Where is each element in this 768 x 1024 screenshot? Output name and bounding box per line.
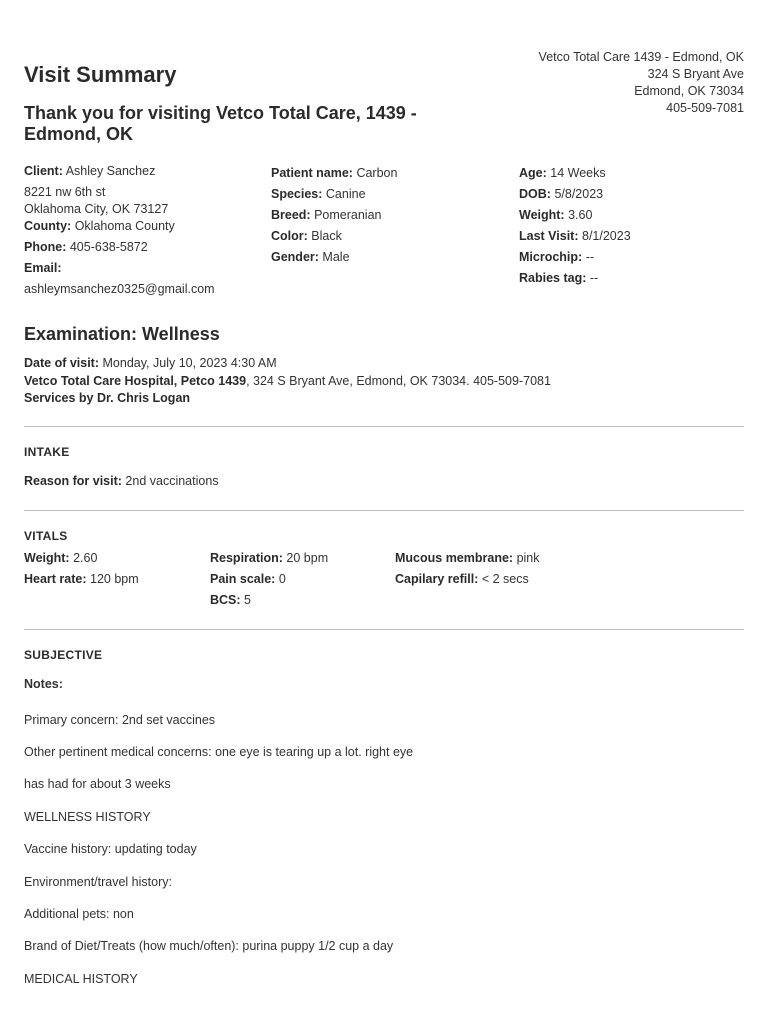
vital-respiration bbox=[210, 551, 328, 565]
microchip-label: Microchip: bbox=[519, 250, 583, 264]
notes-label: Notes: bbox=[24, 677, 63, 691]
color-label: Color: bbox=[271, 229, 308, 243]
reason-value: 2nd vaccinations bbox=[125, 474, 219, 488]
email-label: Email: bbox=[24, 261, 62, 275]
heart-rate-value: 120 bpm bbox=[90, 572, 139, 586]
pain-scale-label: Pain scale: bbox=[210, 572, 276, 586]
bcs-value: 5 bbox=[244, 593, 251, 607]
heart-rate-label: Heart rate: bbox=[24, 572, 87, 586]
bcs-label: BCS: bbox=[210, 593, 241, 607]
vital-weight-value: 2.60 bbox=[73, 551, 98, 565]
divider bbox=[24, 426, 744, 427]
note-line: Primary concern: 2nd set vaccines bbox=[24, 713, 216, 727]
vital-heart-rate bbox=[24, 572, 139, 586]
mucous-membrane-label: Mucous membrane: bbox=[395, 551, 514, 565]
client-email: ashleymsanchez0325@gmail.com bbox=[24, 282, 215, 296]
note-line: Brand of Diet/Treats (how much/often): purina puppy 1/2 cup a day bbox=[24, 939, 394, 953]
patient-name-label: Patient name: bbox=[271, 166, 353, 180]
county-value: Oklahoma County bbox=[74, 219, 175, 233]
subjective-heading: SUBJECTIVE bbox=[24, 648, 103, 662]
note-line: Additional pets: non bbox=[24, 907, 134, 921]
vital-pain-scale bbox=[210, 572, 286, 586]
last-visit-label: Last Visit: bbox=[519, 229, 579, 243]
rabies-tag-value: -- bbox=[589, 271, 599, 285]
reason-label: Reason for visit: bbox=[24, 474, 122, 488]
clinic-name: Vetco Total Care 1439 - Edmond, OK bbox=[538, 50, 744, 64]
dob-value: 5/8/2023 bbox=[554, 187, 604, 201]
visit-date-label: Date of visit: bbox=[24, 356, 100, 370]
vital-bcs bbox=[210, 593, 251, 607]
client-address-line1: 8221 nw 6th st bbox=[24, 185, 106, 199]
capillary-refill-label: Capilary refill: bbox=[395, 572, 479, 586]
client-name: Ashley Sanchez bbox=[65, 164, 156, 178]
patient-info bbox=[271, 163, 511, 268]
client-address-line2: Oklahoma City, OK 73127 bbox=[24, 202, 169, 216]
vital-weight-label: Weight: bbox=[24, 551, 70, 565]
pain-scale-value: 0 bbox=[278, 572, 286, 586]
note-line: MEDICAL HISTORY bbox=[24, 972, 138, 986]
species-value: Canine bbox=[325, 187, 366, 201]
reason-for-visit bbox=[24, 474, 219, 488]
note-line: Other pertinent medical concerns: one eye is tearing up a lot. right eye bbox=[24, 745, 414, 759]
mucous-membrane-value: pink bbox=[516, 551, 540, 565]
thank-you-heading: Thank you for visiting Vetco Total Care, 1439 - Edmond, OK bbox=[24, 103, 417, 144]
county-label: County: bbox=[24, 219, 72, 233]
clinic-street: 324 S Bryant Ave bbox=[647, 67, 744, 81]
species-label: Species: bbox=[271, 187, 323, 201]
respiration-label: Respiration: bbox=[210, 551, 283, 565]
phone-label: Phone: bbox=[24, 240, 67, 254]
clinic-phone: 405-509-7081 bbox=[666, 101, 744, 115]
microchip-value: -- bbox=[585, 250, 595, 264]
clinic-city: Edmond, OK 73034 bbox=[634, 84, 744, 98]
color-value: Black bbox=[311, 229, 342, 243]
patient-details bbox=[519, 163, 739, 289]
vital-weight bbox=[24, 551, 97, 565]
dob-label: DOB: bbox=[519, 187, 551, 201]
note-line: Environment/travel history: bbox=[24, 875, 172, 889]
divider bbox=[24, 629, 744, 630]
age-label: Age: bbox=[519, 166, 547, 180]
weight-value: 3.60 bbox=[568, 208, 593, 222]
gender-value: Male bbox=[322, 250, 350, 264]
services-by: Services by Dr. Chris Logan bbox=[24, 391, 191, 405]
client-label: Client: bbox=[24, 164, 63, 178]
client-phone: 405-638-5872 bbox=[69, 240, 148, 254]
vital-mucous-membrane bbox=[395, 551, 540, 565]
note-line: WELLNESS HISTORY bbox=[24, 810, 151, 824]
last-visit-value: 8/1/2023 bbox=[582, 229, 631, 243]
rabies-tag-label: Rabies tag: bbox=[519, 271, 587, 285]
note-line: Vaccine history: updating today bbox=[24, 842, 197, 856]
examination-details bbox=[24, 354, 551, 407]
weight-label: Weight: bbox=[519, 208, 565, 222]
note-line: has had for about 3 weeks bbox=[24, 777, 171, 791]
gender-label: Gender: bbox=[271, 250, 319, 264]
age-value: 14 Weeks bbox=[550, 166, 606, 180]
respiration-value: 20 bpm bbox=[286, 551, 329, 565]
page-title: Visit Summary bbox=[24, 62, 177, 87]
clinic-address-block bbox=[539, 49, 744, 117]
client-info bbox=[24, 163, 264, 298]
visit-summary-page bbox=[24, 0, 744, 1024]
divider bbox=[24, 510, 744, 511]
capillary-refill-value: < 2 secs bbox=[481, 572, 529, 586]
breed-label: Breed: bbox=[271, 208, 311, 222]
vital-capillary-refill bbox=[395, 572, 529, 586]
breed-value: Pomeranian bbox=[314, 208, 382, 222]
visit-date-value: Monday, July 10, 2023 4:30 AM bbox=[102, 356, 277, 370]
vitals-heading: VITALS bbox=[24, 529, 68, 543]
hospital-address: , 324 S Bryant Ave, Edmond, OK 73034. 405-509-7081 bbox=[246, 374, 551, 388]
examination-title: Examination: Wellness bbox=[24, 324, 220, 344]
patient-name: Carbon bbox=[356, 166, 398, 180]
hospital-name: Vetco Total Care Hospital, Petco 1439 bbox=[24, 374, 247, 388]
intake-heading: INTAKE bbox=[24, 445, 70, 459]
